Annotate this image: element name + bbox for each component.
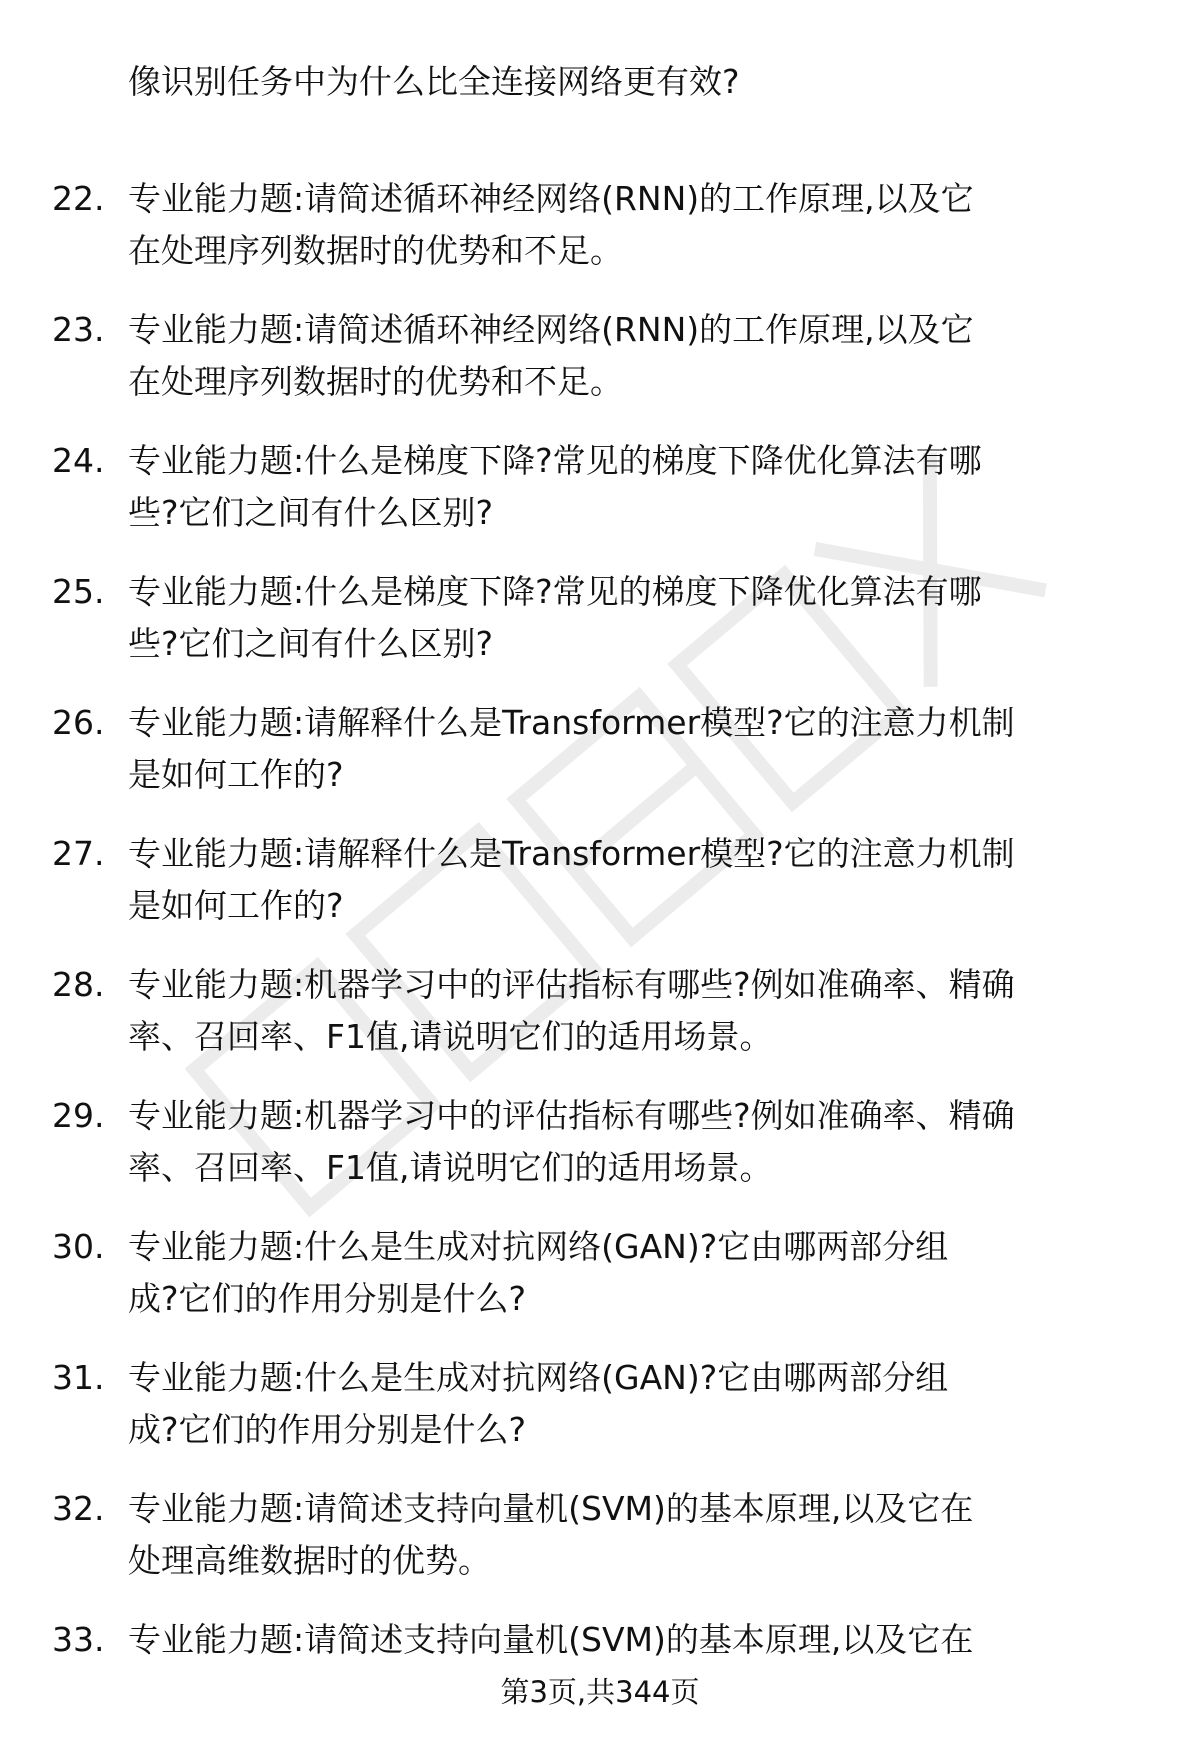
question-line: 些?它们之间有什么区别?	[128, 493, 494, 532]
question-line: 专业能力题:请解释什么是Transformer模型?它的注意力机制	[128, 703, 1015, 742]
item-number: 32.	[52, 1489, 105, 1528]
item-number: 31.	[52, 1358, 105, 1397]
carryover-text: 像识别任务中为什么比全连接网络更有效?	[128, 62, 740, 101]
question-line: 专业能力题:请解释什么是Transformer模型?它的注意力机制	[128, 834, 1015, 873]
question-line: 成?它们的作用分别是什么?	[128, 1410, 527, 1449]
list-item	[0, 1483, 1200, 1587]
question-line: 专业能力题:请简述循环神经网络(RNN)的工作原理,以及它	[128, 179, 974, 218]
question-line: 专业能力题:请简述支持向量机(SVM)的基本原理,以及它在	[128, 1489, 974, 1528]
question-line: 在处理序列数据时的优势和不足。	[128, 362, 623, 401]
question-line: 专业能力题:什么是生成对抗网络(GAN)?它由哪两部分组	[128, 1227, 949, 1266]
list-item	[0, 435, 1200, 539]
item-number: 30.	[52, 1227, 105, 1266]
question-text	[128, 1221, 1153, 1325]
question-line: 成?它们的作用分别是什么?	[128, 1279, 527, 1318]
question-text	[128, 1352, 1153, 1456]
question-text	[128, 1090, 1153, 1194]
question-text	[128, 828, 1153, 932]
question-line: 在处理序列数据时的优势和不足。	[128, 231, 623, 270]
question-text	[128, 959, 1153, 1063]
question-line: 处理高维数据时的优势。	[128, 1541, 491, 1580]
list-item	[0, 566, 1200, 670]
question-text	[128, 173, 1153, 277]
question-line: 是如何工作的?	[128, 886, 344, 925]
item-number: 24.	[52, 441, 105, 480]
list-item	[0, 1614, 1200, 1666]
question-line: 专业能力题:什么是生成对抗网络(GAN)?它由哪两部分组	[128, 1358, 949, 1397]
list-item	[0, 1352, 1200, 1456]
item-number: 25.	[52, 572, 105, 611]
question-line: 专业能力题:请简述支持向量机(SVM)的基本原理,以及它在	[128, 1620, 974, 1659]
question-line: 专业能力题:请简述循环神经网络(RNN)的工作原理,以及它	[128, 310, 974, 349]
question-text	[128, 1614, 1153, 1666]
question-line: 率、召回率、F1值,请说明它们的适用场景。	[128, 1148, 773, 1187]
question-text	[128, 1483, 1153, 1587]
question-line: 是如何工作的?	[128, 755, 344, 794]
question-line: 率、召回率、F1值,请说明它们的适用场景。	[128, 1017, 773, 1056]
question-line: 专业能力题:什么是梯度下降?常见的梯度下降优化算法有哪	[128, 441, 982, 480]
list-item	[0, 1090, 1200, 1194]
question-text	[128, 435, 1153, 539]
question-line: 专业能力题:什么是梯度下降?常见的梯度下降优化算法有哪	[128, 572, 982, 611]
question-text	[128, 566, 1153, 670]
list-item	[0, 828, 1200, 932]
question-line: 专业能力题:机器学习中的评估指标有哪些?例如准确率、精确	[128, 965, 1015, 1004]
list-item	[0, 959, 1200, 1063]
list-item	[0, 697, 1200, 801]
list-item	[0, 1221, 1200, 1325]
item-number: 28.	[52, 965, 105, 1004]
item-number: 26.	[52, 703, 105, 742]
item-number: 33.	[52, 1620, 105, 1659]
question-line: 些?它们之间有什么区别?	[128, 624, 494, 663]
item-number: 29.	[52, 1096, 105, 1135]
item-number: 23.	[52, 310, 105, 349]
list-item	[0, 304, 1200, 408]
question-text	[128, 304, 1153, 408]
item-number: 22.	[52, 179, 105, 218]
item-number: 27.	[52, 834, 105, 873]
page-footer: 第3页,共344页	[500, 1675, 700, 1709]
question-text	[128, 697, 1153, 801]
question-list	[0, 56, 1200, 1693]
question-line: 专业能力题:机器学习中的评估指标有哪些?例如准确率、精确	[128, 1096, 1015, 1135]
list-item	[0, 173, 1200, 277]
